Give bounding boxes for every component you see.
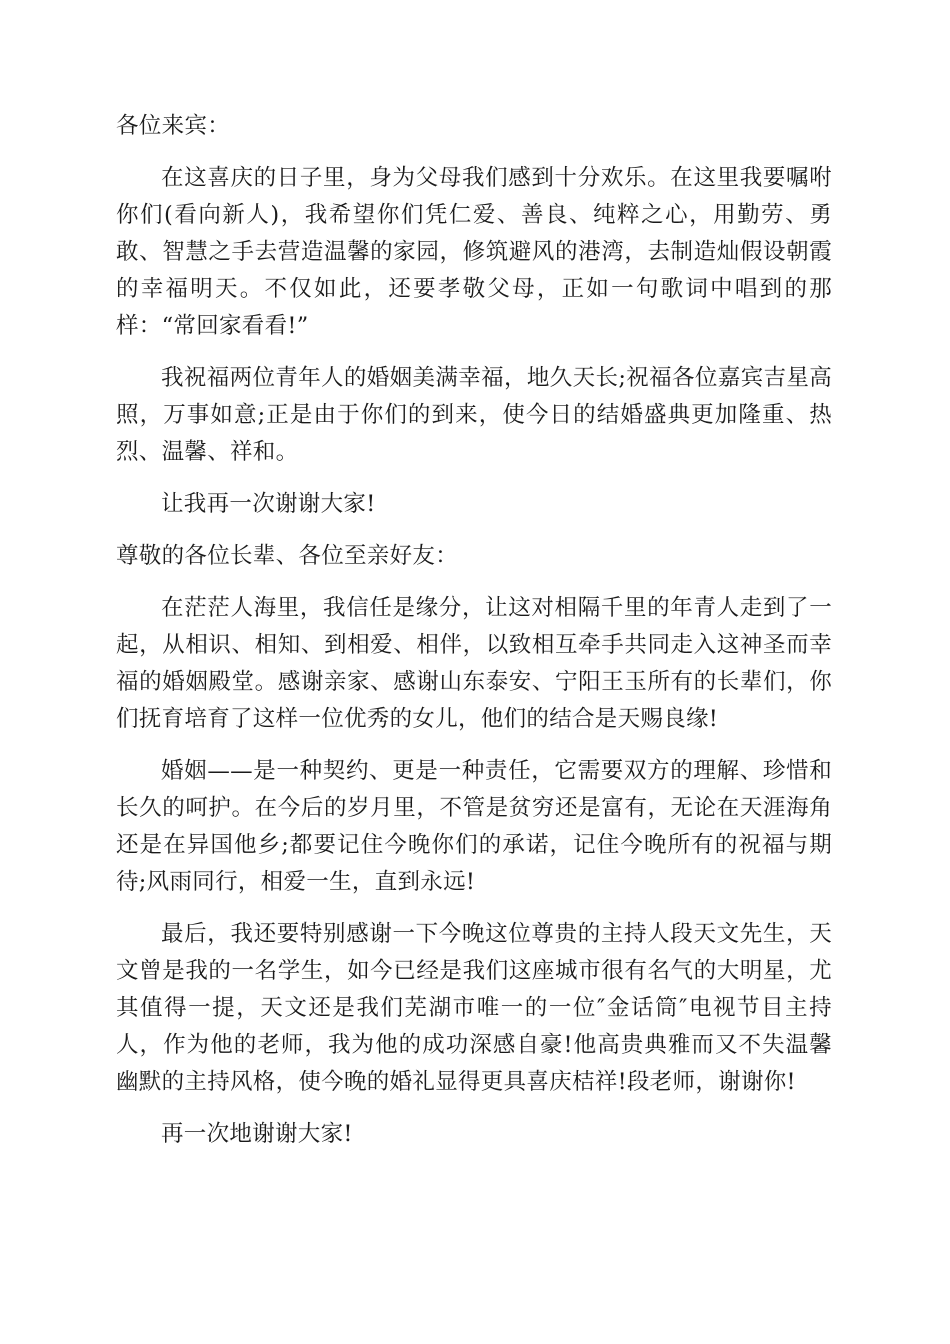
greeting-guests: 各位来宾： (116, 113, 231, 139)
paragraph-host-thanks: 最后，我还要特别感谢一下今晚这位尊贵的主持人段天文先生，天文曾是我的一名学生，如今已经是我们这座城市很有名气的大明星，尤其值得一提，天文还是我们芜湖市唯一的一位″金话筒″电视节目主持人，作为他的老师，我为他的成功深感自豪!他高贵典雅而又不失温馨幽默的主持风格，使今晚的婚礼显得更具喜庆桔祥!段老师，谢谢你! (116, 921, 832, 1095)
document-page (116, 108, 832, 1168)
paragraph-blessings: 我祝福两位青年人的婚姻美满幸福，地久天长;祝福各位嘉宾吉星高照，万事如意;正是由于你们的到来，使今日的结婚盛典更加隆重、热烈、温馨、祥和。 (116, 365, 832, 465)
paragraph-thanks: 让我再一次谢谢大家! (161, 491, 376, 517)
paragraph-marriage: 婚姻——是一种契约、更是一种责任，它需要双方的理解、珍惜和长久的呵护。在今后的岁月里，不管是贫穷还是富有，无论在天涯海角还是在异国他乡;都要记住今晚你们的承诺，记住今晚所有的祝福与期待;风雨同行，相爱一生，直到永远! (116, 758, 832, 895)
greeting-elders-friends: 尊敬的各位长辈、各位至亲好友： (116, 543, 459, 569)
paragraph-fate: 在茫茫人海里，我信任是缘分，让这对相隔千里的年青人走到了一起，从相识、相知、到相爱、相伴，以致相互牵手共同走入这神圣而幸福的婚姻殿堂。感谢亲家、感谢山东泰安、宁阳王玉所有的长辈们，你们抚育培育了这样一位优秀的女儿，他们的结合是天赐良缘! (116, 595, 832, 732)
paragraph-final-thanks: 再一次地谢谢大家! (161, 1121, 353, 1147)
paragraph-parents-wishes: 在这喜庆的日子里，身为父母我们感到十分欢乐。在这里我要嘱咐你们(看向新人)，我希望你们凭仁爱、善良、纯粹之心，用勤劳、勇敢、智慧之手去营造温馨的家园，修筑避风的港湾，去制造灿假设朝霞的幸福明天。不仅如此，还要孝敬父母，正如一句歌词中唱到的那样：“常回家看看!” (116, 165, 832, 339)
